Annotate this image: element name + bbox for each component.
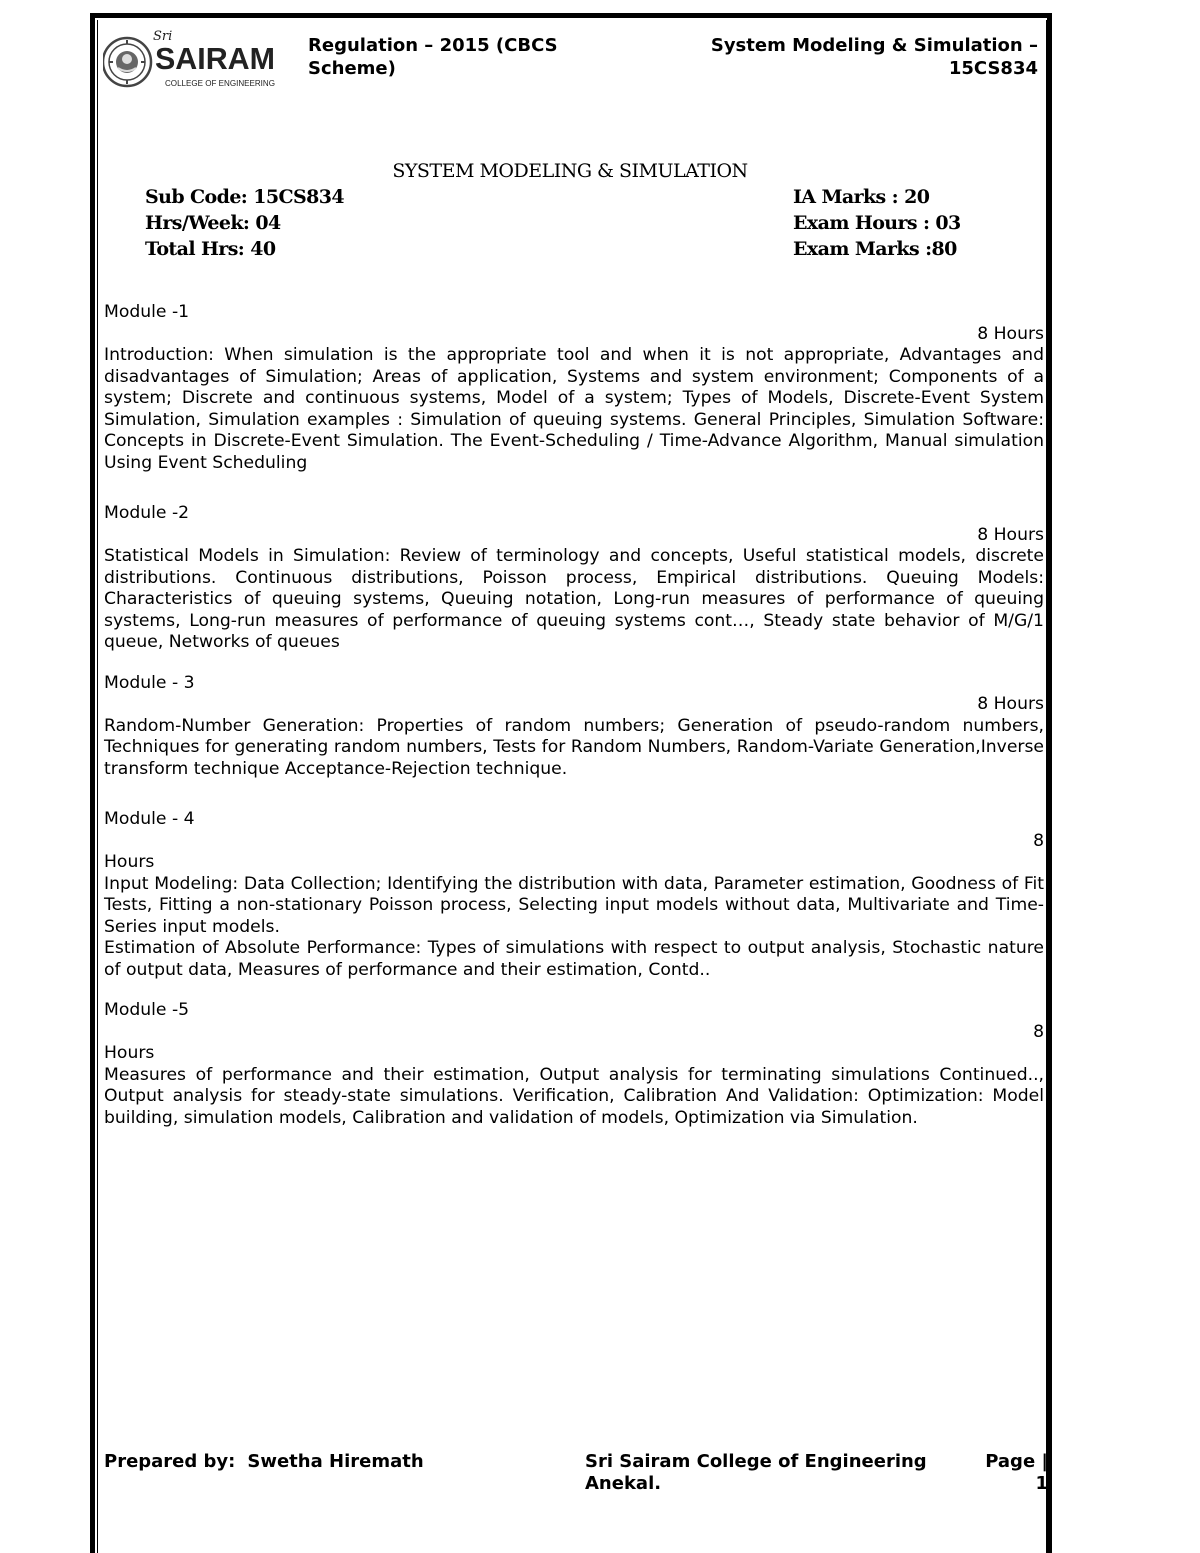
college-logo: [103, 28, 283, 92]
exam-marks: Exam Marks :80: [793, 238, 957, 260]
module-label: Module -2: [104, 503, 190, 523]
module-5: [104, 1000, 1044, 1129]
sub-code: Sub Code: 15CS834: [145, 186, 344, 208]
syllabus-content: [104, 302, 1044, 1129]
prepared-name: Swetha Hiremath: [247, 1451, 424, 1472]
college-location: Anekal.: [585, 1473, 662, 1494]
module-description-2: Estimation of Absolute Performance: Types of simulations with respect to output analysis, Stochastic nature of output data, Measures of performance and their estimation, Contd..: [104, 938, 1044, 980]
module-3: [104, 673, 1044, 781]
module-description: Statistical Models in Simulation: Review of terminology and concepts, Useful statistical models, discrete distributions. Continuous distributions, Poisson process, Empirical distributions. Queuing Models: Characteristics of queuing systems, Queuing notation, Long-run measures of performance of queuing systems, Long-run measures of performance of queuing systems cont…, Steady state behavior of M/G/1 queue, Networks of queues: [104, 546, 1044, 652]
module-description: Measures of performance and their estimation, Output analysis for terminating simulations Continued.., Output analysis for steady-state simulations. Verification, Calibration And Validation: Optimization: Model building, simulation models, Calibration and validation of models, Optimization via Simulation.: [104, 1064, 1044, 1128]
footer-page: [960, 1451, 1048, 1495]
module-hours-number: 8: [1033, 1021, 1044, 1042]
module-hours: 8 Hours: [977, 323, 1044, 344]
page-label: Page |: [985, 1451, 1048, 1472]
total-hrs: Total Hrs: 40: [145, 238, 276, 260]
module-description: Introduction: When simulation is the appropriate tool and when it is not appropriate, Advantages and disadvantages of Simulation; Areas of application, Systems and system environment; Components of a system; Discrete and continuous systems, Model of a system; Types of Models, Discrete-Event System Simulation, Simulation examples : Simulation of queuing systems. General Principles, Simulation Software: Concepts in Discrete-Event Simulation. The Event-Scheduling / Time-Advance Algorithm, Manual simulation Using Event Scheduling: [104, 345, 1044, 473]
hrs-week: Hrs/Week: 04: [145, 212, 281, 234]
module-hours-number: 8: [1033, 830, 1044, 851]
prepared-label: Prepared by:: [104, 1451, 236, 1472]
meta-right: [793, 184, 961, 262]
module-description: Random-Number Generation: Properties of random numbers; Generation of pseudo-random numbers, Techniques for generating random numbers, Tests for Random Numbers, Random-Variate Generation,Inverse transform technique Acceptance-Rejection technique.: [104, 715, 1044, 779]
module-description: Input Modeling: Data Collection; Identifying the distribution with data, Parameter estimation, Goodness of Fit Tests, Fitting a non-stationary Poisson process, Selecting input models without data, Multivariate and Time-Series input models.: [104, 873, 1044, 937]
logo-subtitle: COLLEGE OF ENGINEERING: [165, 78, 275, 88]
module-4: [104, 809, 1044, 981]
module-label: Module - 3: [104, 672, 195, 693]
course-header: System Modeling & Simulation – 15CS834: [710, 35, 1038, 79]
module-hours: 8 Hours: [977, 524, 1044, 545]
module-label: Module -5: [104, 1000, 190, 1020]
module-hours-word: Hours: [104, 852, 155, 872]
emblem-icon: [103, 38, 151, 86]
module-label: Module -1: [104, 302, 190, 322]
college-name: Sri Sairam College of Engineering: [585, 1451, 927, 1472]
document-title: SYSTEM MODELING & SIMULATION: [392, 160, 748, 182]
module-1: [104, 302, 1044, 474]
meta-left: [145, 184, 344, 262]
module-hours-word: Hours: [104, 1043, 155, 1063]
module-2: [104, 503, 1044, 654]
logo-name: SAIRAM: [155, 41, 275, 76]
footer-college: [585, 1451, 955, 1495]
exam-hours: Exam Hours : 03: [793, 212, 961, 234]
footer-prepared-by: [104, 1451, 424, 1473]
module-hours: 8 Hours: [977, 694, 1044, 714]
ia-marks: IA Marks : 20: [793, 186, 930, 208]
regulation-header: Regulation – 2015 (CBCS Scheme): [308, 35, 558, 79]
logo-prefix: Sri: [153, 29, 173, 44]
page-number: 1: [1035, 1473, 1048, 1494]
module-label: Module - 4: [104, 809, 195, 829]
